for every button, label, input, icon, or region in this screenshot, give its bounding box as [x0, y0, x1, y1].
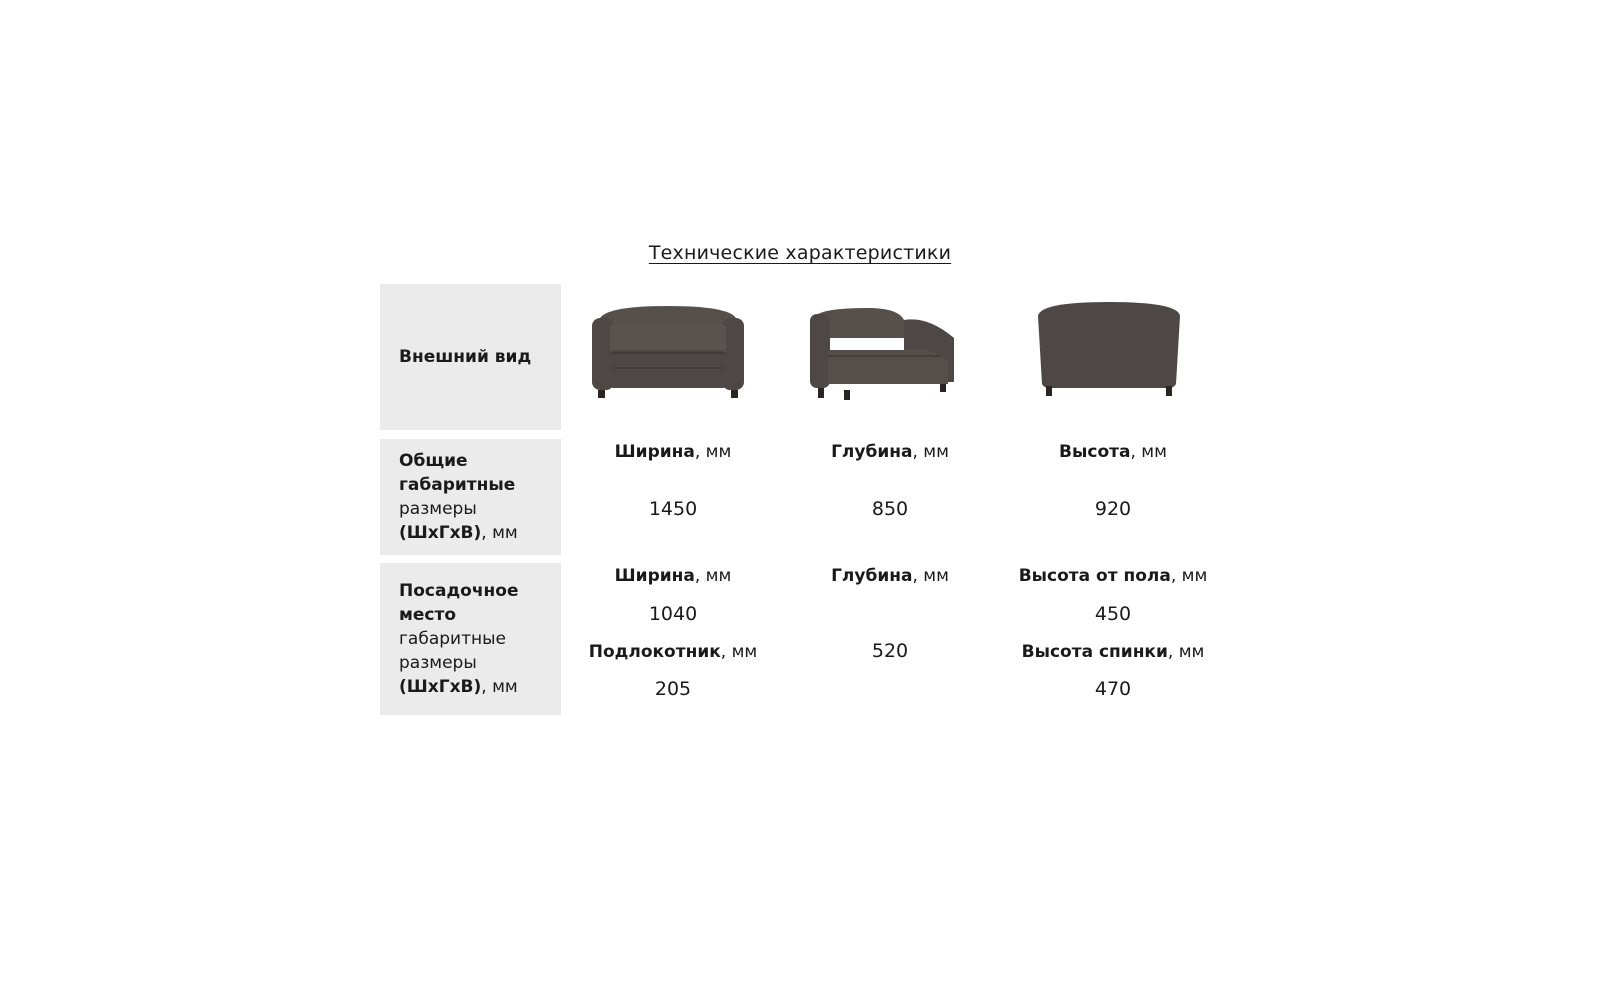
label-seat-dimensions [380, 563, 561, 715]
label-part: , мм [481, 677, 518, 697]
header-unit: , мм [1130, 442, 1167, 462]
label-line: габаритные [399, 629, 506, 649]
seat-back-height-value: 470 [1094, 678, 1132, 700]
label-line: размеры [399, 499, 477, 519]
sofa-front-view-image [588, 298, 748, 398]
label-line: Посадочное [399, 581, 519, 601]
header-unit: , мм [1170, 566, 1208, 586]
seat-height-floor-header [998, 565, 1228, 587]
header-text: Глубина [831, 442, 913, 462]
header-text: Глубина [831, 566, 913, 586]
overall-height-header [998, 441, 1228, 463]
header-unit: , мм [912, 566, 949, 586]
label-line [399, 521, 561, 545]
seat-armrest-header [573, 641, 773, 663]
label-appearance [380, 284, 561, 430]
seat-armrest-value: 205 [654, 678, 692, 700]
label-line: Общие [399, 451, 468, 471]
overall-width-value: 1450 [648, 498, 698, 520]
header-text: Высота от пола [1018, 566, 1171, 586]
sofa-back-view-image [1034, 298, 1184, 398]
seat-height-floor-value: 450 [1094, 603, 1132, 625]
header-unit: , мм [1167, 642, 1205, 662]
label-line: размеры [399, 653, 477, 673]
seat-depth-value: 520 [871, 640, 909, 662]
label-part: (ШхГхВ) [399, 677, 482, 697]
header-text: Высота [1059, 442, 1131, 462]
seat-width-header [573, 565, 773, 587]
overall-depth-value: 850 [871, 498, 909, 520]
label-line [399, 675, 561, 699]
header-text: Подлокотник [588, 642, 721, 662]
header-unit: , мм [694, 566, 732, 586]
overall-depth-header [790, 441, 990, 463]
label-line: место [399, 605, 457, 625]
label-part: , мм [481, 523, 518, 543]
header-unit: , мм [720, 642, 758, 662]
label-overall-dimensions [380, 439, 561, 555]
header-text: Ширина [614, 442, 695, 462]
header-text: Высота спинки [1021, 642, 1168, 662]
header-text: Ширина [614, 566, 695, 586]
seat-depth-header [790, 565, 990, 587]
sofa-angled-view-image [808, 298, 958, 408]
overall-height-value: 920 [1094, 498, 1132, 520]
header-unit: , мм [912, 442, 949, 462]
label-line: габаритные [399, 475, 516, 495]
page-title: Технические характеристики [648, 242, 952, 264]
seat-back-height-header [998, 641, 1228, 663]
seat-width-value: 1040 [648, 603, 698, 625]
label-part: (ШхГхВ) [399, 523, 482, 543]
label-appearance-text: Внешний вид [399, 347, 532, 367]
header-unit: , мм [694, 442, 732, 462]
overall-width-header [573, 441, 773, 463]
